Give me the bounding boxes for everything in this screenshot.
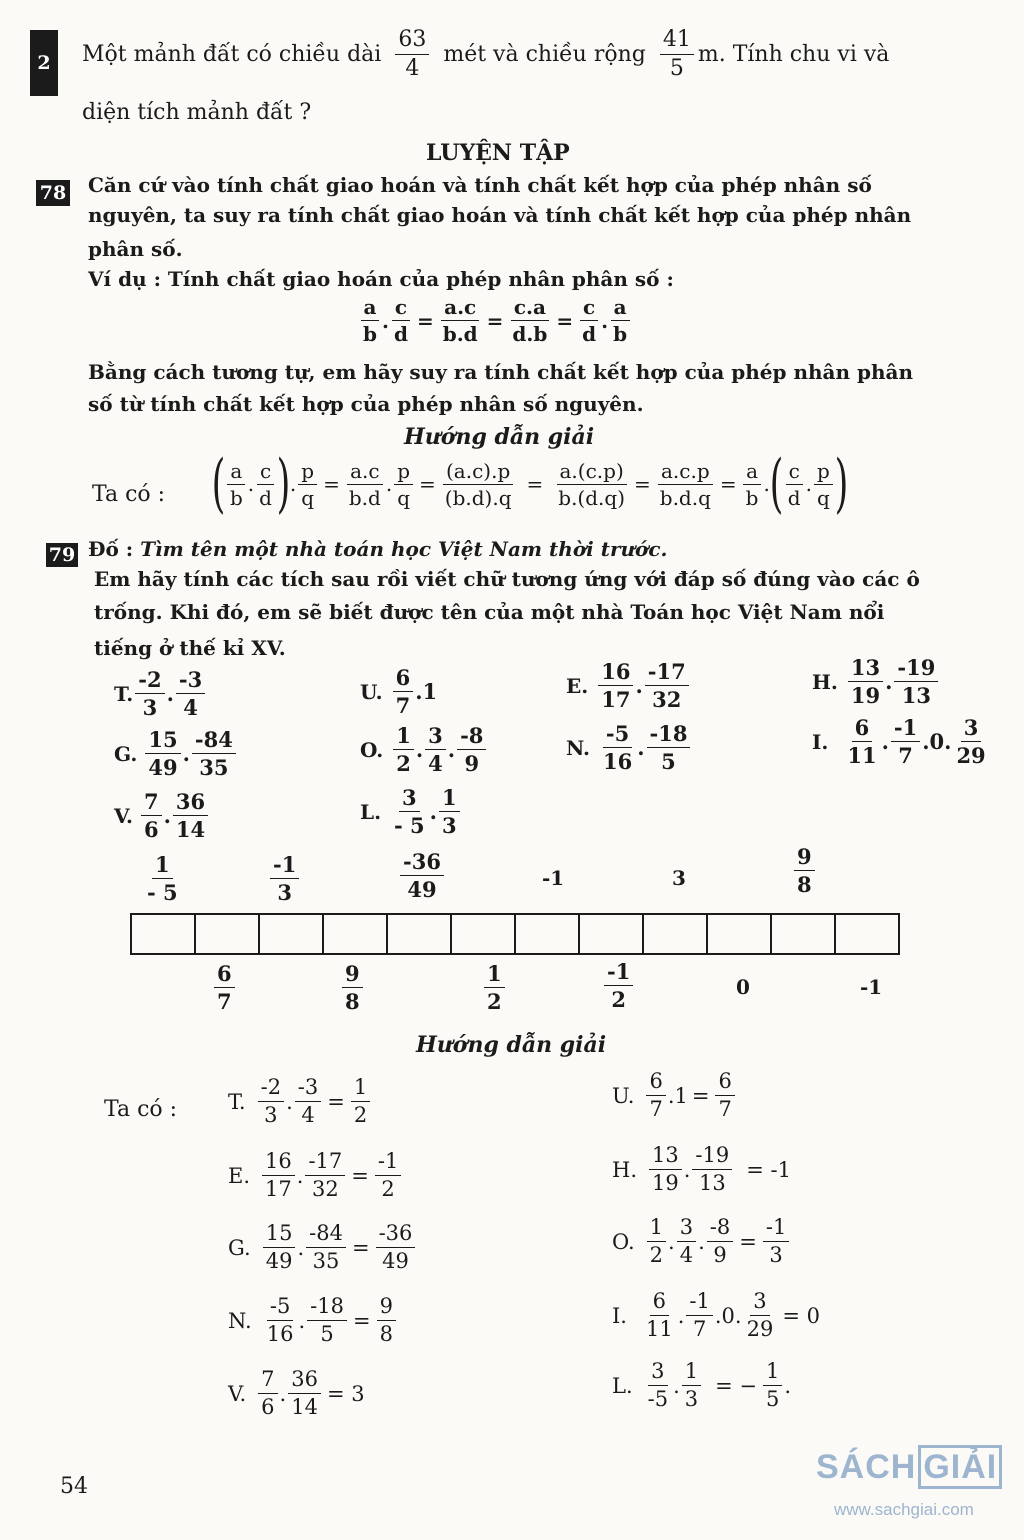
top-label-2: $\frac{-1}{3}$: [268, 853, 301, 904]
bottom-label-2: $\frac{9}{8}$: [340, 962, 365, 1013]
ex2-text3: m. Tính chu vi và: [697, 42, 890, 68]
ex79-p3: tiếng ở thế kỉ XV.: [94, 636, 286, 660]
bottom-label-4: $\frac{-1}{2}$: [602, 960, 635, 1011]
width-fraction: $\frac{41}{5}$: [660, 28, 694, 81]
top-label-5: 3: [672, 866, 686, 890]
answer-cell[interactable]: [772, 915, 836, 953]
ex78-p3: phân số.: [88, 237, 183, 261]
problem-T: T. $\frac{-2}{3}$ . $\frac{-3}{4}$: [114, 668, 207, 719]
solution-U: U. $\frac{6}{7}$ .1 = $\frac{6}{7}$: [612, 1070, 737, 1121]
ex2-text2: mét và chiều rộng: [443, 42, 646, 68]
solution-I: I. $\frac{6}{11}$ . $\frac{-1}{7}$ .0. $\frac{3}{29}$ = 0: [612, 1289, 820, 1342]
solution-H: H. $\frac{13}{19}$ . $\frac{-19}{13}$ = -1: [612, 1143, 791, 1196]
solution-V: V. $\frac{7}{6}$ . $\frac{36}{14}$ = 3: [228, 1367, 365, 1420]
ex78-commutative-formula: $\frac{a}{b}$ . $\frac{c}{d}$ = $\frac{a.c}{b.d}$ = $\frac{c.a}{d.b}$ = $\frac{c}{d}$ . $\frac{a}{b}$: [358, 296, 632, 345]
ex79-taco: Ta có :: [104, 1097, 178, 1122]
bottom-label-3: $\frac{1}{2}$: [482, 962, 507, 1013]
problem-H: H. $\frac{13}{19}$ . $\frac{-19}{13}$: [812, 656, 940, 707]
problem-N: N. $\frac{-5}{16}$ . $\frac{-18}{5}$: [566, 722, 692, 773]
exercise-79-badge: 79: [46, 543, 78, 567]
solution-T: T. $\frac{-2}{3}$ . $\frac{-3}{4}$ = $\frac{1}{2}$: [228, 1076, 372, 1127]
solution-L: L. $\frac{3}{-5}$ . $\frac{1}{3}$ = − $\frac{1}{5}$ .: [612, 1359, 792, 1412]
length-fraction: $\frac{63}{4}$: [395, 28, 429, 81]
top-label-6: $\frac{9}{8}$: [792, 845, 817, 896]
exercise-2-badge: 2: [30, 30, 58, 96]
top-label-1: $\frac{1}{- 5}$: [147, 852, 178, 906]
answer-cell[interactable]: [324, 915, 388, 953]
bottom-label-5: 0: [736, 975, 750, 999]
answer-cell[interactable]: [132, 915, 196, 953]
problem-I: I. $\frac{6}{11}$ . $\frac{-1}{7}$ .0. $\frac{3}{29}$: [812, 715, 986, 769]
ex78-p1: Căn cứ vào tính chất giao hoán và tính chất kết hợp của phép nhân số: [88, 173, 872, 197]
page-number: 54: [60, 1474, 88, 1499]
answer-cell[interactable]: [580, 915, 644, 953]
ex79-p1: Em hãy tính các tích sau rồi viết chữ tương ứng với đáp số đúng vào các ô: [94, 567, 920, 591]
solution-O: O. $\frac{1}{2}$ . $\frac{3}{4}$ . $\frac{-8}{9}$ = $\frac{-1}{3}$: [612, 1216, 791, 1267]
answer-cell[interactable]: [196, 915, 260, 953]
solution-G: G. $\frac{15}{49}$ . $\frac{-84}{35}$ = $\frac{-36}{49}$: [228, 1222, 417, 1273]
problem-G: G. $\frac{15}{49}$ . $\frac{-84}{35}$: [114, 728, 238, 779]
bottom-label-1: $\frac{6}{7}$: [212, 962, 237, 1013]
ex78-guide-title: Hướng dẫn giải: [404, 424, 595, 450]
exercise-78-badge: 78: [36, 180, 70, 206]
ex78-p6: số từ tính chất kết hợp của phép nhân số nguyên.: [88, 392, 644, 416]
section-title: LUYỆN TẬP: [426, 140, 570, 166]
solution-E: E. $\frac{16}{17}$ . $\frac{-17}{32}$ = $\frac{-1}{2}$: [228, 1150, 403, 1201]
answer-cell[interactable]: [708, 915, 772, 953]
top-label-3: $\frac{-36}{49}$: [398, 850, 446, 901]
problem-L: L. $\frac{3}{- 5}$ . $\frac{1}{3}$: [360, 786, 462, 837]
ex79-p2: trống. Khi đó, em sẽ biết được tên của một nhà Toán học Việt Nam nổi: [94, 600, 885, 624]
ex78-example-label: Ví dụ : Tính chất giao hoán của phép nhân phân số :: [88, 267, 674, 291]
problem-E: E. $\frac{16}{17}$ . $\frac{-17}{32}$: [566, 660, 691, 711]
answer-cell[interactable]: [836, 915, 898, 953]
answer-cell[interactable]: [452, 915, 516, 953]
ex79-guide-title: Hướng dẫn giải: [416, 1032, 607, 1058]
answer-cell[interactable]: [644, 915, 708, 953]
watermark-brand: SÁCH GIẢI: [816, 1448, 1002, 1487]
top-label-4: -1: [542, 866, 565, 890]
ex78-taco: Ta có :: [92, 482, 166, 507]
problem-O: O. $\frac{1}{2}$ . $\frac{3}{4}$ . $\frac{-8}{9}$: [360, 724, 488, 775]
ex78-p5: Bằng cách tương tự, em hãy suy ra tính chất kết hợp của phép nhân phân: [88, 360, 914, 384]
solution-N: N. $\frac{-5}{16}$ . $\frac{-18}{5}$ = $\frac{9}{8}$: [228, 1295, 398, 1346]
ex78-p2: nguyên, ta suy ra tính chất giao hoán và tính chất kết hợp của phép nhân: [88, 203, 912, 227]
problem-U: U. $\frac{6}{7}$ .1: [360, 665, 438, 719]
answer-cell[interactable]: [260, 915, 324, 953]
exercise-2-line2: diện tích mảnh đất ?: [82, 100, 312, 125]
answer-grid: [130, 913, 900, 955]
problem-V: V. $\frac{7}{6}$ . $\frac{36}{14}$: [114, 790, 210, 841]
exercise-2-line1: [82, 28, 889, 81]
ex78-associative-solution: ( $\frac{a}{b}$ . $\frac{c}{d}$ ) . $\frac{p}{q}$ = $\frac{a.c}{b.d}$ . $\frac{p}{q}$ = $\frac{(a.c).p}{(b.d).q}$ = $\frac{a.(c.p)}{b.(d.q)}$ = $\frac{a.c.p}{b.d.q}$ = $\frac{a}{b}$ . ( $\frac{c}{d}$ . $\frac{p}{q}$ ): [211, 447, 849, 521]
bottom-label-6: -1: [860, 975, 883, 999]
ex79-title: Đố : Tìm tên một nhà toán học Việt Nam thời trước.: [88, 537, 668, 561]
answer-cell[interactable]: [388, 915, 452, 953]
ex2-text1: Một mảnh đất có chiều dài: [82, 42, 382, 68]
watermark-url[interactable]: www.sachgiai.com: [834, 1500, 974, 1519]
answer-cell[interactable]: [516, 915, 580, 953]
